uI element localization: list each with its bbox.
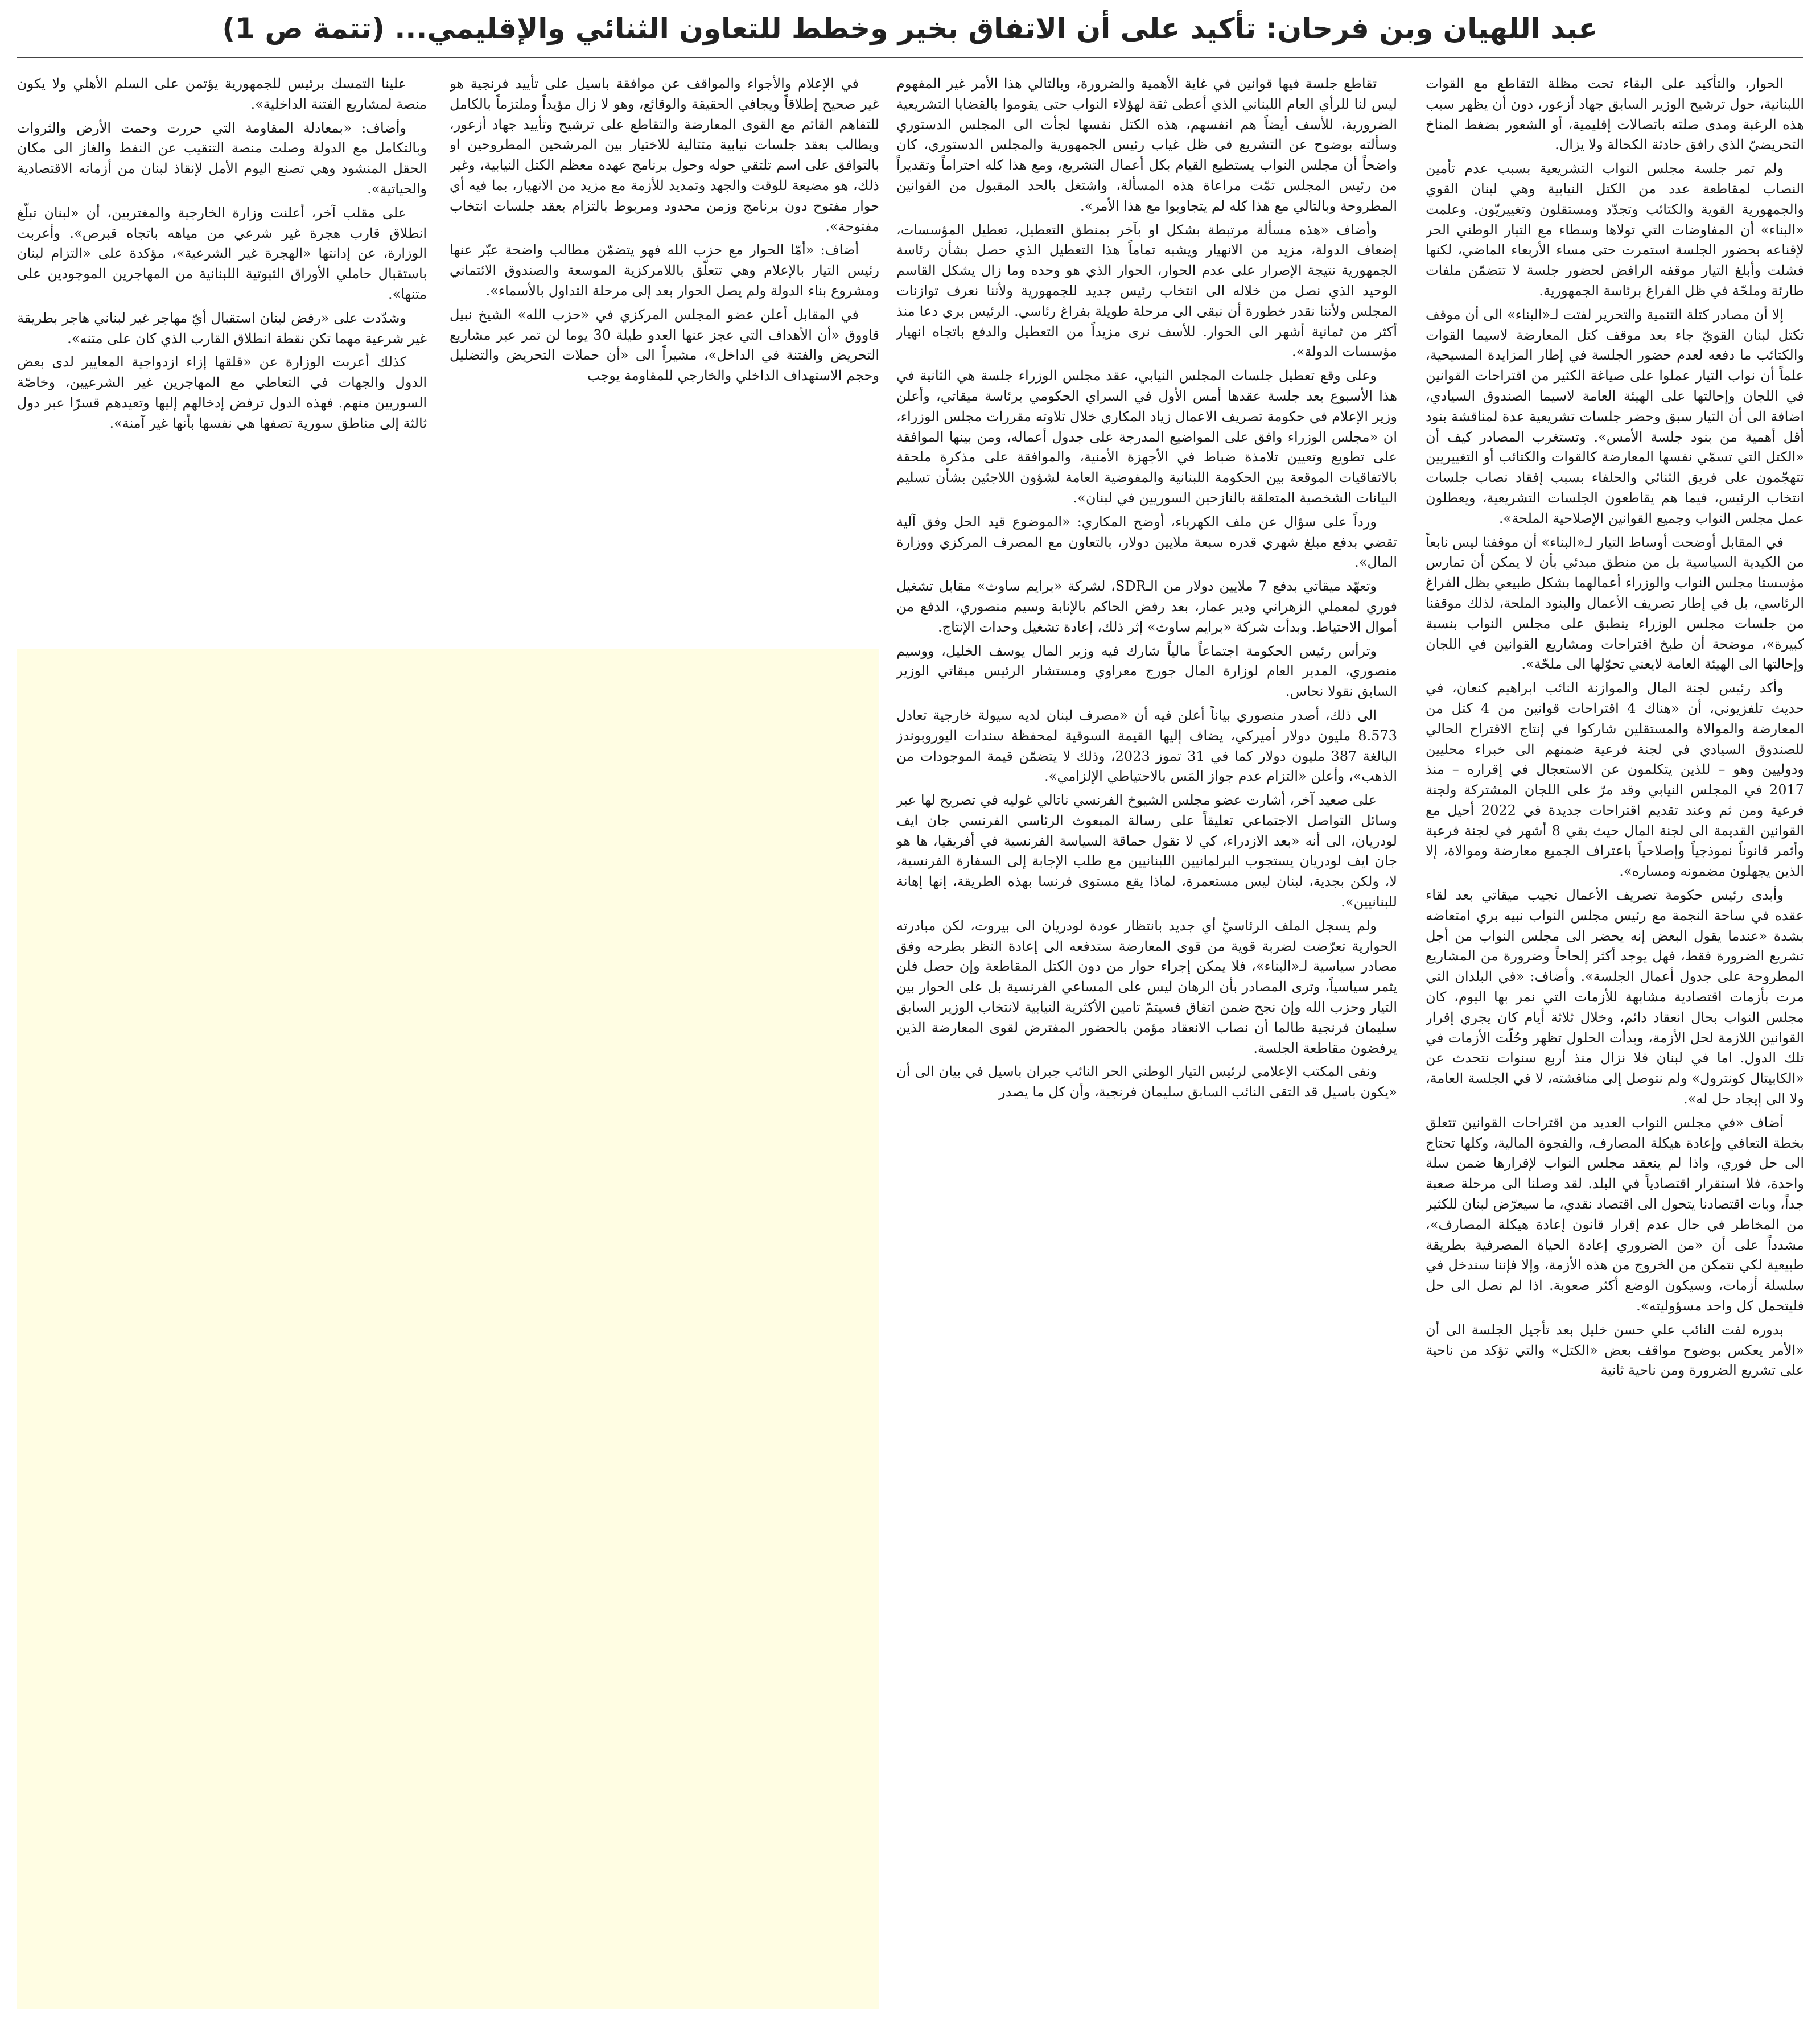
article-paragraph: كذلك أعربت الوزارة عن «قلقها إزاء ازدواجية المعايير لدى بعض الدول والجهات في التعاطي مع المهاجرين غير الشرعيين، وخاصّة السوريين منهم. فهذه الدول ترفض إدخالهم إليها وتعيدهم قسرًا عبر دول ثالثة إلى مناطق سورية تصفها هي نفسها بأنها غير آمنة». bbox=[17, 354, 427, 431]
headline-divider bbox=[17, 57, 1803, 58]
article-paragraph: على صعيد آخر، أشارت عضو مجلس الشيوخ الفرنسي ناتالي غوليه في تصريح لها عبر وسائل التواصل الاجتماعي تعليقاً على رسالة المبعوث الرئاسي الفرنسي جان ايف لودريان، الى أنه «بعد الازدراء، كي لا نقول حماقة السياسة الفرنسية في أفريقيا، ها هو جان ايف لودريان يستجوب البرلمانيين اللبنانيين مع طلب الإجابة إلى السفارة الفرنسية، لا، ولكن بجدية، لبنان ليس مستعمرة، لماذا يقع مستوى فرنسا بهذه الطريقة، إنها إهانة للبنانيين». bbox=[896, 792, 1397, 910]
article-paragraph: ولم تمر جلسة مجلس النواب التشريعية بسبب عدم تأمين النصاب لمقاطعة عدد من الكتل النيابية وهي لبنان القوي والجمهورية القوية والكتائب وتجدّد ومستقلون وتغييريّون. وعلمت «البناء» أن المفاوضات التي تولاها وسطاء مع التيار الوطني الحر لإقناعه بحضور الجلسة استمرت حتى مساء الأربعاء الماضي، لكنها فشلت وأبلغ التيار موقفه الرافض لحضور جلسة لا تتضمّن ملفات طارئة وملحّة في ظل الفراغ برئاسة الجمهورية. bbox=[1426, 160, 1804, 299]
article-column-2 bbox=[896, 74, 1397, 2009]
article-column-3 bbox=[450, 74, 879, 620]
article-column-4 bbox=[17, 74, 427, 620]
article-paragraph: بدوره لفت النائب علي حسن خليل بعد تأجيل الجلسة الى أن «الأمر يعكس بوضوح مواقف بعض «الكتل» والتي تؤكد من ناحية على تشريع الضرورة ومن ناحية ثانية bbox=[1426, 1321, 1804, 1379]
article-paragraph: أضاف: «أمّا الحوار مع حزب الله فهو يتضمّن مطالب واضحة عبّر عنها رئيس التيار بالإعلام وهي تتعلّق باللامركزية الموسعة والصندوق الائتماني ومشروع بناء الدولة ولم يصل الحوار بعد إلى مرحلة التداول بالأسماء». bbox=[450, 242, 879, 299]
article-paragraph: علينا التمسك برئيس للجمهورية يؤتمن على السلم الأهلي ولا يكون منصة لمشاريع الفتنة الداخلية». bbox=[17, 76, 427, 112]
article-paragraph: تقاطع جلسة فيها قوانين في غاية الأهمية والضرورة، وبالتالي هذا الأمر غير المفهوم ليس لنا للرأي العام اللبناني الذي أعطى ثقة لهؤلاء النواب حتى يقوموا بالقضايا التشريعية الضرورية، للأسف أيضاً هم انفسهم، هذه الكتل نفسها لجأت الى المجلس الدستوري وسألته بوضوح عن التشريع في ظل غياب رئيس الجمهورية والمجلس الدستوري، كان واضحاً أن مجلس النواب يستطيع القيام بكل أعمال التشريع، ومع هذا كله احتراماً وتقديراً من رئيس المجلس تمّت مراعاة هذه المسألة، واشتغل بالحد المقبول من القوانين المطروحة وبالتالي مع هذا كله لم يتجاوبوا مع هذا الأمر». bbox=[896, 76, 1397, 214]
article-paragraph: الحوار، والتأكيد على البقاء تحت مظلة التقاطع مع القوات اللبنانية، حول ترشيح الوزير السابق جهاد أزعور، دون أن يظهر سبب هذه الرغبة ومدى صلته باتصالات إقليمية، أو الشعور بضغط المناخ التحريضيّ الذي رافق حادثة الكحالة ولا يزال. bbox=[1426, 76, 1804, 153]
article-paragraph: أضاف «في مجلس النواب العديد من اقتراحات القوانين تتعلق بخطة التعافي وإعادة هيكلة المصارف، والفجوة المالية، وكلها تحتاج الى حل فوري، واذا لم ينعقد مجلس النواب لإقرارها ضمن سلة واحدة، فلا استقرار اقتصادياً في البلد. لقد وصلنا الى مرحلة صعبة جداً، وبات اقتصادنا يتحول الى اقتصاد نقدي، ما سيعرّض لبنان للكثير من المخاطر في حال عدم إقرار قانون إعادة هيكلة المصارف»، مشدداً على أن «من الضروري إعادة الحياة المصرفية بطريقة طبيعية لكي نتمكن من الخروج من هذه الأزمة، وإلا فإننا سندخل في سلسلة أزمات، وسيكون الوضع أكثر صعوبة. اذا لم نصل الى حل فليتحمل كل واحد مسؤوليته». bbox=[1426, 1114, 1804, 1314]
article-paragraph: على مقلب آخر، أعلنت وزارة الخارجية والمغتربين، أن «لبنان تبلّغ انطلاق قارب هجرة غير شرعي من مياهه باتجاه قبرص». وأعربت الوزارة، عن إدانتها «الهجرة غير الشرعية»، مؤكدة على «التزام لبنان باستقبال حاملي الأوراق الثبوتية اللبنانية من المهاجرين الموجودين على متنها». bbox=[17, 204, 427, 302]
article-paragraph: وأبدى رئيس حكومة تصريف الأعمال نجيب ميقاتي بعد لقاء عقده في ساحة النجمة مع رئيس مجلس النواب نبيه بري امتعاضه بشدة «عندما يقول البعض إنه يحضر الى مجلس النواب من أجل تشريع الضرورة فقط، فهل يوجد أكثر إلحاحاً وضرورة من المشاريع المطروحة على جدول أعمال الجلسة». وأضاف: «في البلدان التي مرت بأزمات اقتصادية مشابهة للأزمات التي نمر بها اليوم، كان مجلس النواب بحال انعقاد دائم، وخلال ثلاثة أيام كان يجري إقرار القوانين اللازمة لحل الأزمة، وبدأت الحلول تظهر وحُلّت الأزمات في تلك الدول. اما في لبنان فلا نزال منذ أربع سنوات نتحدث عن «الكابيتال كونترول» ولم نتوصل إلى مناقشته، لا في الجلسة العامة، ولا الى إيجاد حل له». bbox=[1426, 887, 1804, 1107]
article-paragraph: وأضاف «هذه مسألة مرتبطة بشكل او بآخر بمنطق التعطيل، تعطيل المؤسسات، إضعاف الدولة، مزيد من الانهيار ويشبه تماماً هذا التعطيل الذي حصل بشأن رئاسة الجمهورية نتيجة الإصرار على عدم الحوار، الحوار الذي هو وحده وما زال يشكل القاسم الوحيد الذي نصل من خلاله الى انتخاب رئيس جديد للجمهورية ولأننا نعرف توازنات المجلس ولأننا نقدر خطورة أن نبقى الى مرحلة طويلة بفراغ رئاسي. الرئيس بري دعا منذ أكثر من ثمانية أشهر الى الحوار. للأسف نرى مزيداً من التعطيل والدفع باتجاه انهيار مؤسسات الدولة». bbox=[896, 221, 1397, 360]
blank-ad-space bbox=[17, 649, 879, 2009]
article-paragraph: وتعهّد ميقاتي بدفع 7 ملايين دولار من الـSDR، لشركة «برايم ساوث» مقابل تشغيل فوري لمعملي الزهراني ودير عمار، بعد رفض الحاكم بالإنابة وسيم منصوري، الدفع من أموال الاحتياط. وبدأت شركة «برايم ساوث» إثر ذلك، إعادة تشغيل وحدات الإنتاج. bbox=[896, 578, 1397, 635]
article-paragraph: في المقابل أعلن عضو المجلس المركزي في «حزب الله» الشيخ نبيل قاووق «أن الأهداف التي عجز عنها العدو طيلة 30 يوما لن تمر عبر مشاريع التحريض والفتنة في الداخل»، مشيراً الى «أن حملات التحريض والتضليل وحجم الاستهداف الداخلي والخارجي للمقاومة يوجب bbox=[450, 306, 879, 384]
article-paragraph: الى ذلك، أصدر منصوري بياناً أعلن فيه أن «مصرف لبنان لديه سيولة خارجية تعادل 8.573 مليون دولار أميركي، يضاف إليها القيمة السوقية لمحفظة سندات اليوروبوندز البالغة 387 مليون دولار كما في 31 تموز 2023، وذلك لا يتضمّن قيمة الموجودات من الذهب»، وأعلن «التزام عدم جواز المَس بالاحتياطي الإلزامي». bbox=[896, 707, 1397, 785]
article-paragraph: إلا أن مصادر كتلة التنمية والتحرير لفتت لـ«البناء» الى أن موقف تكتل لبنان القويّ جاء بعد موقف كتل المعارضة لاسيما القوات والكتائب ما دفعه لعدم حضور الجلسة في إطار المزايدة المسيحية، علماً أن نواب التيار عملوا على صياغة الكثير من اقتراحات القوانين في اللجان وإحالتها على الهيئة العامة لاسيما الصندوق السيادي، اضافة الى أن التيار سبق وحضر جلسات تشريعية عدة لمناقشة بنود أقل أهمية من بنود جلسة الأمس». وتستغرب المصادر كيف أن «الكتل التي تسمّي نفسها المعارضة كالقوات والكتائب أو التغييريين تتهجّمون على فريق الثنائي والحلفاء بسبب إفقاد نصاب جلسات انتخاب الرئيس، فيما هم يقاطعون الجلسات التشريعية، ويعطلون عمل مجلس النواب وجميع القوانين الإصلاحية الملحة». bbox=[1426, 306, 1804, 526]
article-paragraph: وشدّدت على «رفض لبنان استقبال أيّ مهاجر غير لبناني هاجر بطريقة غير شرعية مهما تكن نقطة انطلاق القارب الذي كان على متنه». bbox=[17, 310, 427, 347]
article-paragraph: وعلى وقع تعطيل جلسات المجلس النيابي، عقد مجلس الوزراء جلسة هي الثانية في هذا الأسبوع بعد جلسة عقدها أمس الأول في السراي الحكومي برئاسة ميقاتي، وأعلن وزير الإعلام في حكومة تصريف الاعمال زياد المكاري خلال تلاوته مقررات مجلس الوزراء، ان «مجلس الوزراء وافق على المواضيع المدرجة على جدول أعماله، ومن بينها الموافقة على تطويع وتعيين تلامذة ضباط في الأجهزة الأمنية، والموافقة على مذكرة ملحقة بالاتفاقيات الموقعة بين الحكومة اللبنانية والمفوضية العامة لشؤون اللاجئين بشأن تسليم البيانات الشخصية المتعلقة بالنازحين السوريين في لبنان». bbox=[896, 368, 1397, 506]
article-paragraph: وأضاف: «بمعادلة المقاومة التي حررت وحمت الأرض والثروات وبالتكامل مع الدولة وصلت منصة التنقيب عن النفط والغاز الى مكان الحقل المنشود وهي تصنع اليوم الأمل لإنقاذ لبنان من أزماته الاقتصادية والحياتية». bbox=[17, 119, 427, 197]
article-paragraph: ورداً على سؤال عن ملف الكهرباء، أوضح المكاري: «الموضوع قيد الحل وفق آلية تقضي بدفع مبلغ شهري قدره سبعة ملايين دولار، بالتعاون مع المصرف المركزي ووزارة المال». bbox=[896, 513, 1397, 571]
article-paragraph: ولم يسجل الملف الرئاسيّ أي جديد بانتظار عودة لودريان الى بيروت، لكن مبادرته الحوارية تعرّضت لضربة قوية من قوى المعارضة ستدفعه الى إعادة النظر بطرحه وفق مصادر سياسية لـ«البناء»، فلا يمكن إجراء حوار من دون الكتل المقاطعة وإن حصل فلن يثمر سياسياً، وترى المصادر بأن الرهان ليس على المساعي الفرنسية بل على الحوار بين التيار وحزب الله وإن نجح ضمن اتفاق فسيتمّ تامين الأكثرية النيابية لانتخاب الوزير السابق سليمان فرنجية طالما أن نصاب الانعقاد مؤمن بالحضور المفترض لقوى المعارضة الذين يرفضون مقاطعة الجلسة. bbox=[896, 917, 1397, 1056]
article-paragraph: ونفى المكتب الإعلامي لرئيس التيار الوطني الحر النائب جبران باسيل في بيان الى أن «يكون باسيل قد التقى النائب السابق سليمان فرنجية، وأن كل ما يصدر bbox=[896, 1063, 1397, 1100]
article-column-1 bbox=[1426, 74, 1804, 2009]
article-paragraph: في الإعلام والأجواء والمواقف عن موافقة باسيل على تأييد فرنجية هو غير صحيح إطلاقاً ويجافي الحقيقة والوقائع، وهو لا زال مؤيداً وملتزماً بالكامل للتفاهم القائم مع القوى المعارضة والتقاطع على ترشيح وتأييد جهاد أزعور، ويطالب بعقد جلسات نيابية متتالية للاختيار بين المرشحين المطروحين او بالتوافق على اسم تلتقي حوله وحول برنامج عهده معظم الكتل النيابية، وغير ذلك، هو مضيعة للوقت والجهد وتمديد للأزمة مع مزيد من الانهيار، بما فيه أي حوار مفتوح دون برنامج وزمن محدود ومربوط بالتزام بعقد جلسات انتخاب مفتوحة». bbox=[450, 76, 879, 234]
article-paragraph: وأكد رئيس لجنة المال والموازنة النائب ابراهيم كنعان، في حديث تلفزيوني، أن «هناك 4 اقتراحات قوانين من 4 كتل من المعارضة والموالاة والمستقلين شاركوا في إنتاج الاقتراح الحالي للصندوق السيادي في لجنة فرعية ضمنهم الى خبراء محليين ودوليين وهو – للذين يتكلمون عن الاستعجال في إقراره – منذ 2017 في المجلس النيابي وقد مرّ على اللجان المشتركة ولجنة فرعية ومن ثم وعند تقديم اقتراحات جديدة في 2022 أحيل مع القوانين القديمة الى لجنة المال حيث بقي 8 أشهر في لجنة فرعية وأثمر قانوناً نموذجياً وإصلاحياً باعتراف الجميع معارضة وموالاة، إلا الذين يجهلون مضمونه ومساره». bbox=[1426, 680, 1804, 880]
article-paragraph: في المقابل أوضحت أوساط التيار لـ«البناء» أن موقفنا ليس نابعاً من الكيدية السياسية بل من منطق مبدئي بأن لا يمكن أن تمارس مؤسستا مجلس النواب والوزراء أعمالهما بشكل طبيعي بظل الفراغ الرئاسي، بل في إطار تصريف الأعمال والبنود الملحة، لذلك موقفنا من جلسات مجلس الوزراء ينطبق على مجلس النواب بنسبة كبيرة»، موضحة أن طبخ اقتراحات ومشاريع القوانين في اللجان وإحالتها الى الهيئة العامة لايعني تحوّلها الى ملحّة». bbox=[1426, 534, 1804, 673]
article-headline: عبد اللهيان وبن فرحان: تأكيد على أن الاتفاق بخير وخطط للتعاون الثنائي والإقليمي... (تتمة ص 1) bbox=[222, 12, 1598, 45]
article-paragraph: وترأس رئيس الحكومة اجتماعاً مالياً شارك فيه وزير المال يوسف الخليل، ووسيم منصوري، المدير العام لوزارة المال جورج معراوي ومستشار الرئيس ميقاتي الوزير السابق نقولا نحاس. bbox=[896, 642, 1397, 700]
